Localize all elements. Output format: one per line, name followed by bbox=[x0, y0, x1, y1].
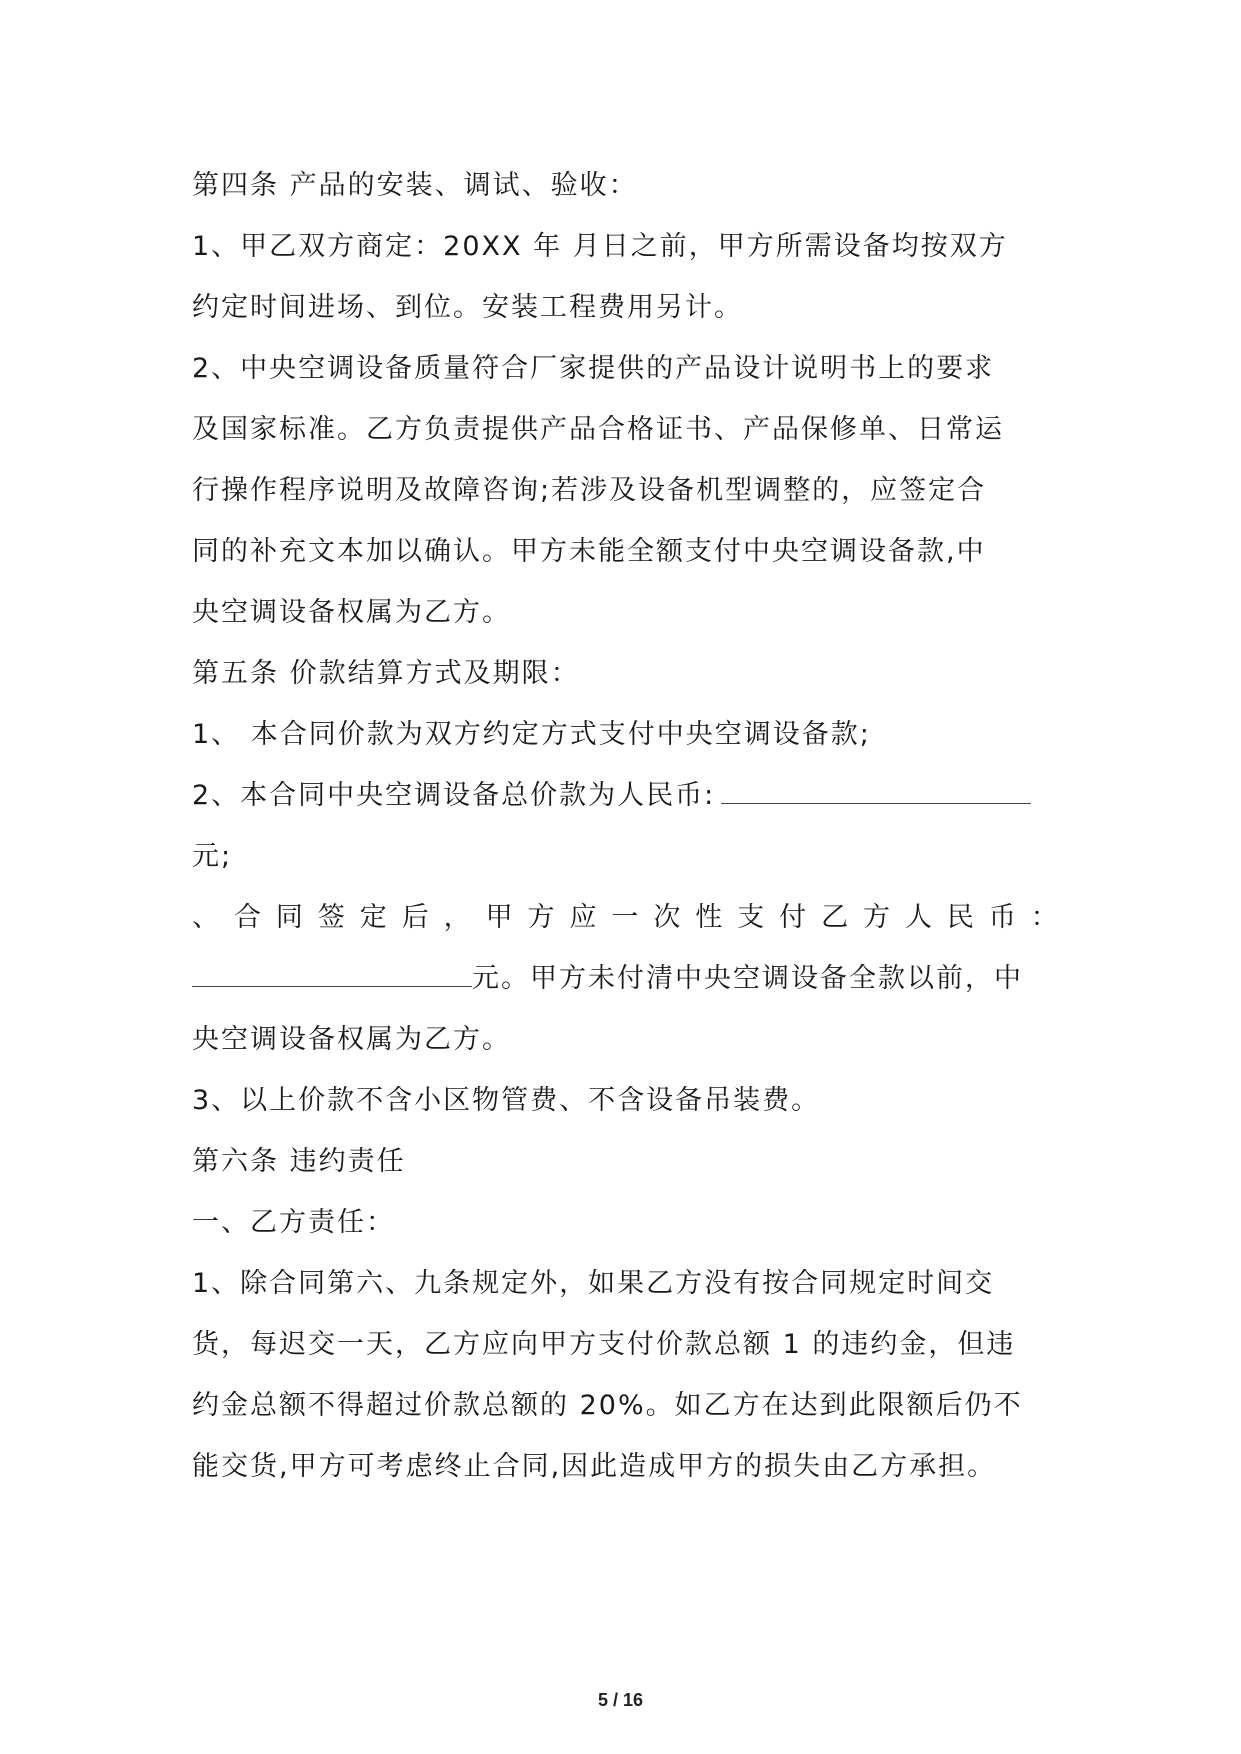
payment-line bbox=[192, 887, 1058, 948]
paragraph-line: 3、以上价款不含小区物管费、不含设备吊装费。 bbox=[192, 1085, 821, 1116]
payment-char: 甲 bbox=[485, 902, 513, 933]
payment-amount-text: 元。甲方未付清中央空调设备全款以前，中 bbox=[472, 963, 1023, 994]
paragraph-line: 同的补充文本加以确认。甲方未能全额支付中央空调设备款,中 bbox=[192, 536, 986, 567]
paragraph-line: 及国家标准。乙方负责提供产品合格证书、产品保修单、日常运 bbox=[192, 414, 1004, 445]
payment-char: 民 bbox=[946, 902, 974, 933]
paragraph-line: 央空调设备权属为乙方。 bbox=[192, 1024, 511, 1055]
page-number: 5 / 16 bbox=[597, 1690, 644, 1710]
article-4-heading: 第四条 产品的安装、调试、验收： bbox=[192, 170, 638, 201]
total-price-blank bbox=[721, 781, 1031, 804]
payment-char: 合 bbox=[233, 902, 261, 933]
payment-char: 人 bbox=[904, 902, 932, 933]
payment-char: 一 bbox=[611, 902, 639, 933]
paragraph-line: 约金总额不得超过价款总额的 20%。如乙方在达到此限额后仍不 bbox=[192, 1390, 1023, 1421]
payment-char: 性 bbox=[695, 902, 723, 933]
payment-char: 后 bbox=[401, 902, 429, 933]
payment-char: 方 bbox=[527, 902, 555, 933]
paragraph-line: 约定时间进场、到位。安装工程费用另计。 bbox=[192, 292, 743, 323]
payment-char: 、 bbox=[192, 902, 219, 933]
article-5-heading: 第五条 价款结算方式及期限： bbox=[192, 658, 580, 689]
section-heading: 一、乙方责任： bbox=[192, 1207, 395, 1238]
payment-char: 付 bbox=[779, 902, 807, 933]
payment-char: 支 bbox=[737, 902, 765, 933]
payment-char: 同 bbox=[275, 902, 303, 933]
paragraph-line: 1、除合同第六、九条规定外，如果乙方没有按合同规定时间交 bbox=[192, 1268, 995, 1299]
paragraph-line: 行操作程序说明及故障咨询;若涉及设备机型调整的，应签定合 bbox=[192, 475, 987, 506]
paragraph-line: 央空调设备权属为乙方。 bbox=[192, 597, 511, 628]
payment-char: 签 bbox=[317, 902, 345, 933]
paragraph-line: 货，每迟交一天，乙方应向甲方支付价款总额 1 的违约金，但违 bbox=[192, 1329, 1016, 1360]
article-6-heading: 第六条 违约责任 bbox=[192, 1146, 406, 1177]
paragraph-line: 能交货,甲方可考虑终止合同,因此造成甲方的损失由乙方承担。 bbox=[192, 1451, 997, 1482]
paragraph-line: 2、中央空调设备质量符合厂家提供的产品设计说明书上的要求 bbox=[192, 353, 995, 384]
payment-char: ， bbox=[443, 902, 471, 933]
paragraph-line bbox=[192, 765, 1058, 826]
document-body bbox=[192, 155, 1058, 1497]
paragraph-line: 1、甲乙双方商定：20XX 年 月日之前，甲方所需设备均按双方 bbox=[192, 231, 1008, 262]
payment-char: 币 bbox=[988, 902, 1016, 933]
payment-char: 次 bbox=[653, 902, 681, 933]
paragraph-line: 元; bbox=[192, 841, 233, 872]
payment-char: 乙 bbox=[821, 902, 849, 933]
payment-char: 定 bbox=[359, 902, 387, 933]
payment-char: 方 bbox=[863, 902, 890, 933]
payment-char: 应 bbox=[569, 902, 597, 933]
paragraph-line: 1、 本合同价款为双方约定方式支付中央空调设备款; bbox=[192, 719, 871, 750]
payment-text bbox=[192, 887, 1058, 948]
total-price-label: 2、本合同中央空调设备总价款为人民币: bbox=[192, 780, 716, 811]
paragraph-line bbox=[192, 948, 1058, 1009]
payment-char: ： bbox=[1030, 902, 1058, 933]
payment-amount-blank bbox=[192, 964, 472, 987]
